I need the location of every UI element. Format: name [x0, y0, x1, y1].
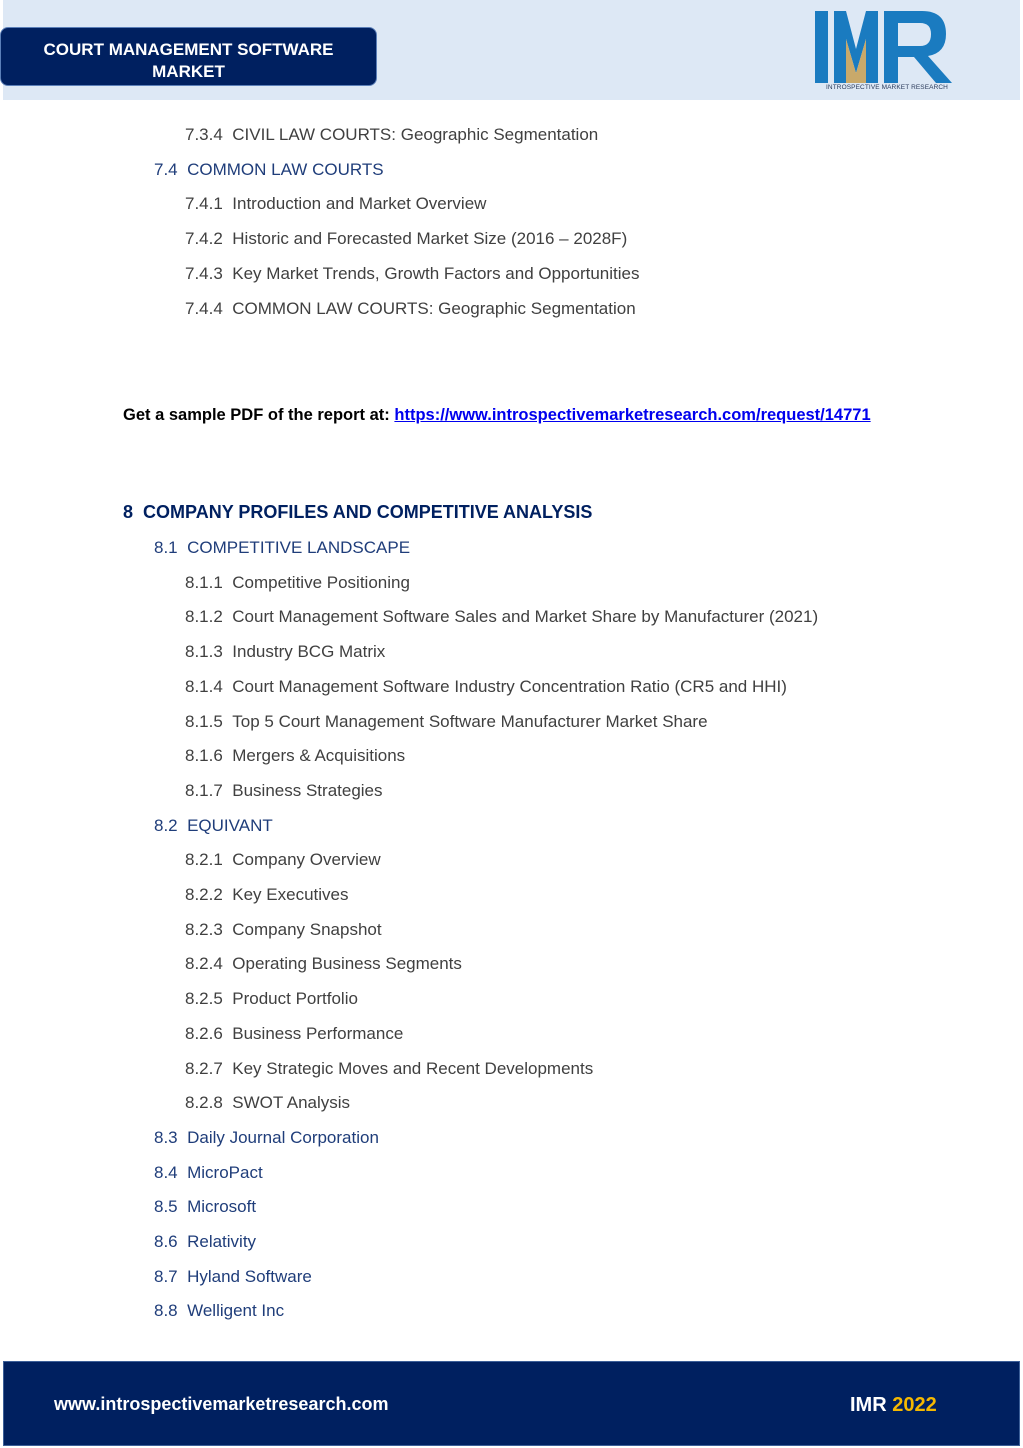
toc-entry-number: 7.4.1 — [185, 194, 223, 214]
toc-entry-text: Company Overview — [232, 850, 381, 870]
footer-brand-name: IMR — [850, 1394, 887, 1416]
toc-entry-number: 8.2.2 — [185, 885, 223, 904]
toc-entry-text: Business Strategies — [232, 780, 383, 800]
toc-entry-text: Business Performance — [232, 1023, 404, 1043]
toc-entry-number: 7.4 — [154, 159, 178, 179]
toc-entry-number: 8.1.4 — [185, 676, 223, 696]
toc-entry[interactable] — [154, 1301, 284, 1321]
toc-entry-number: 8.2.8 — [185, 1093, 223, 1113]
toc-entry[interactable] — [154, 538, 410, 558]
toc-entry-text: MicroPact — [187, 1162, 263, 1182]
toc-entry-text: CIVIL LAW COURTS: Geographic Segmentation — [232, 125, 599, 144]
toc-entry-number: 8.4 — [154, 1162, 178, 1182]
imr-logo — [812, 9, 962, 95]
toc-entry-text: Hyland Software — [187, 1266, 312, 1286]
toc-entry[interactable] — [185, 573, 410, 593]
toc-entry-text: Key Market Trends, Growth Factors and Opportunities — [232, 263, 640, 283]
toc-entry-text: Relativity — [187, 1232, 257, 1251]
toc-entry-text: Key Strategic Moves and Recent Developments — [232, 1058, 594, 1078]
toc-entry-text: Key Executives — [232, 885, 349, 904]
toc-entry-text: COMMON LAW COURTS — [187, 159, 384, 179]
toc-entry-number: 8.2.4 — [185, 954, 223, 974]
toc-entry[interactable] — [154, 160, 384, 180]
footer-brand — [850, 1394, 937, 1417]
toc-entry-number: 8.2.5 — [185, 989, 223, 1009]
toc-entry-number: 8.2.7 — [185, 1058, 223, 1078]
report-title-line1: COURT MANAGEMENT SOFTWARE — [43, 40, 334, 59]
toc-entry-number: 8.3 — [154, 1127, 178, 1147]
toc-entry[interactable] — [154, 1267, 312, 1287]
section-8-number: 8 — [123, 502, 134, 522]
report-title — [0, 27, 377, 86]
toc-entry[interactable] — [185, 194, 486, 214]
toc-entry-number: 8.1.7 — [185, 780, 223, 800]
toc-entry-text: Welligent Inc — [187, 1301, 285, 1321]
toc-entry[interactable] — [185, 989, 358, 1009]
footer — [3, 1361, 1020, 1446]
toc-entry[interactable] — [185, 264, 640, 284]
toc-entry-text: Introduction and Market Overview — [232, 194, 487, 214]
toc-entry-number: 8.1.2 — [185, 607, 223, 627]
toc-entry-text: Operating Business Segments — [232, 954, 462, 974]
logo-caption: INTROSPECTIVE MARKET RESEARCH — [826, 84, 948, 91]
toc-entry-number: 8.2 — [154, 815, 178, 835]
toc-entry[interactable] — [185, 954, 462, 974]
toc-entry-text: Company Snapshot — [232, 919, 382, 939]
toc-entry-number: 7.3.4 — [185, 125, 223, 144]
toc-entry[interactable] — [154, 1232, 256, 1252]
toc-entry[interactable] — [185, 677, 787, 697]
toc-entry-number: 8.1.6 — [185, 746, 223, 766]
toc-entry[interactable] — [185, 299, 636, 319]
toc-entry[interactable] — [154, 1163, 263, 1183]
footer-year: 2022 — [892, 1394, 937, 1416]
toc-entry-text: Top 5 Court Management Software Manufacturer Market Share — [232, 711, 708, 731]
toc-entry-number: 8.2.3 — [185, 919, 223, 939]
toc-entry[interactable] — [154, 1128, 379, 1148]
toc-entry[interactable] — [185, 746, 405, 766]
toc-entry[interactable] — [185, 125, 598, 145]
toc-entry-text: Court Management Software Industry Concentration Ratio (CR5 and HHI) — [232, 676, 787, 696]
toc-entry-number: 8.7 — [154, 1266, 178, 1286]
toc-entry-number: 8.5 — [154, 1197, 178, 1217]
toc-entry-number: 8.1 — [154, 538, 178, 557]
toc-entry-text: Daily Journal Corporation — [187, 1127, 379, 1147]
toc-entry-number: 8.6 — [154, 1232, 178, 1251]
toc-entry[interactable] — [185, 850, 381, 870]
toc-entry-number: 8.2.6 — [185, 1023, 223, 1043]
toc-entry[interactable] — [185, 229, 627, 249]
footer-website[interactable]: www.introspectivemarketresearch.com — [54, 1394, 389, 1414]
toc-entry[interactable] — [154, 1197, 256, 1217]
toc-entry-text: Competitive Positioning — [232, 572, 410, 592]
report-title-line2: MARKET — [152, 62, 225, 81]
toc-entry-number: 7.4.3 — [185, 263, 223, 283]
toc-entry[interactable] — [185, 885, 349, 905]
toc-entry-text: COMMON LAW COURTS: Geographic Segmentation — [232, 298, 636, 318]
toc-entry-text: EQUIVANT — [187, 815, 273, 835]
toc-entry[interactable] — [185, 1024, 403, 1044]
toc-entry-number: 7.4.2 — [185, 229, 223, 249]
toc-entry-text: COMPETITIVE LANDSCAPE — [187, 538, 411, 557]
toc-entry-number: 8.8 — [154, 1301, 178, 1321]
toc-entry-text: Historic and Forecasted Market Size (2016 – 2028F) — [232, 229, 628, 249]
toc-entry[interactable] — [185, 920, 382, 940]
sample-pdf-line — [123, 406, 871, 425]
toc-entry-number: 8.1.5 — [185, 711, 223, 731]
toc-entry-number: 7.4.4 — [185, 298, 223, 318]
toc-entry-text: Product Portfolio — [232, 989, 358, 1009]
sample-pdf-link[interactable]: https://www.introspectivemarketresearch.com/request/14771 — [394, 406, 871, 424]
toc-entry-text: Industry BCG Matrix — [232, 642, 386, 662]
sample-label: Get a sample PDF of the report at: — [123, 406, 395, 424]
toc-entry[interactable] — [185, 642, 385, 662]
toc-entry-text: SWOT Analysis — [232, 1093, 351, 1113]
toc-entry-text: Microsoft — [187, 1197, 257, 1217]
toc-entry[interactable] — [185, 607, 818, 627]
toc-entry-number: 8.1.3 — [185, 642, 223, 662]
section-8-title: COMPANY PROFILES AND COMPETITIVE ANALYSIS — [143, 502, 593, 522]
section-8-heading — [123, 502, 592, 523]
toc-entry[interactable] — [185, 1093, 350, 1113]
toc-entry-number: 8.2.1 — [185, 850, 223, 870]
toc-entry[interactable] — [185, 1059, 593, 1079]
toc-entry[interactable] — [154, 816, 273, 836]
toc-entry-text: Court Management Software Sales and Market Share by Manufacturer (2021) — [232, 607, 819, 627]
toc-entry[interactable] — [185, 781, 383, 801]
toc-entry-number: 8.1.1 — [185, 572, 223, 592]
toc-entry-text: Mergers & Acquisitions — [232, 746, 406, 766]
toc-entry[interactable] — [185, 712, 708, 732]
